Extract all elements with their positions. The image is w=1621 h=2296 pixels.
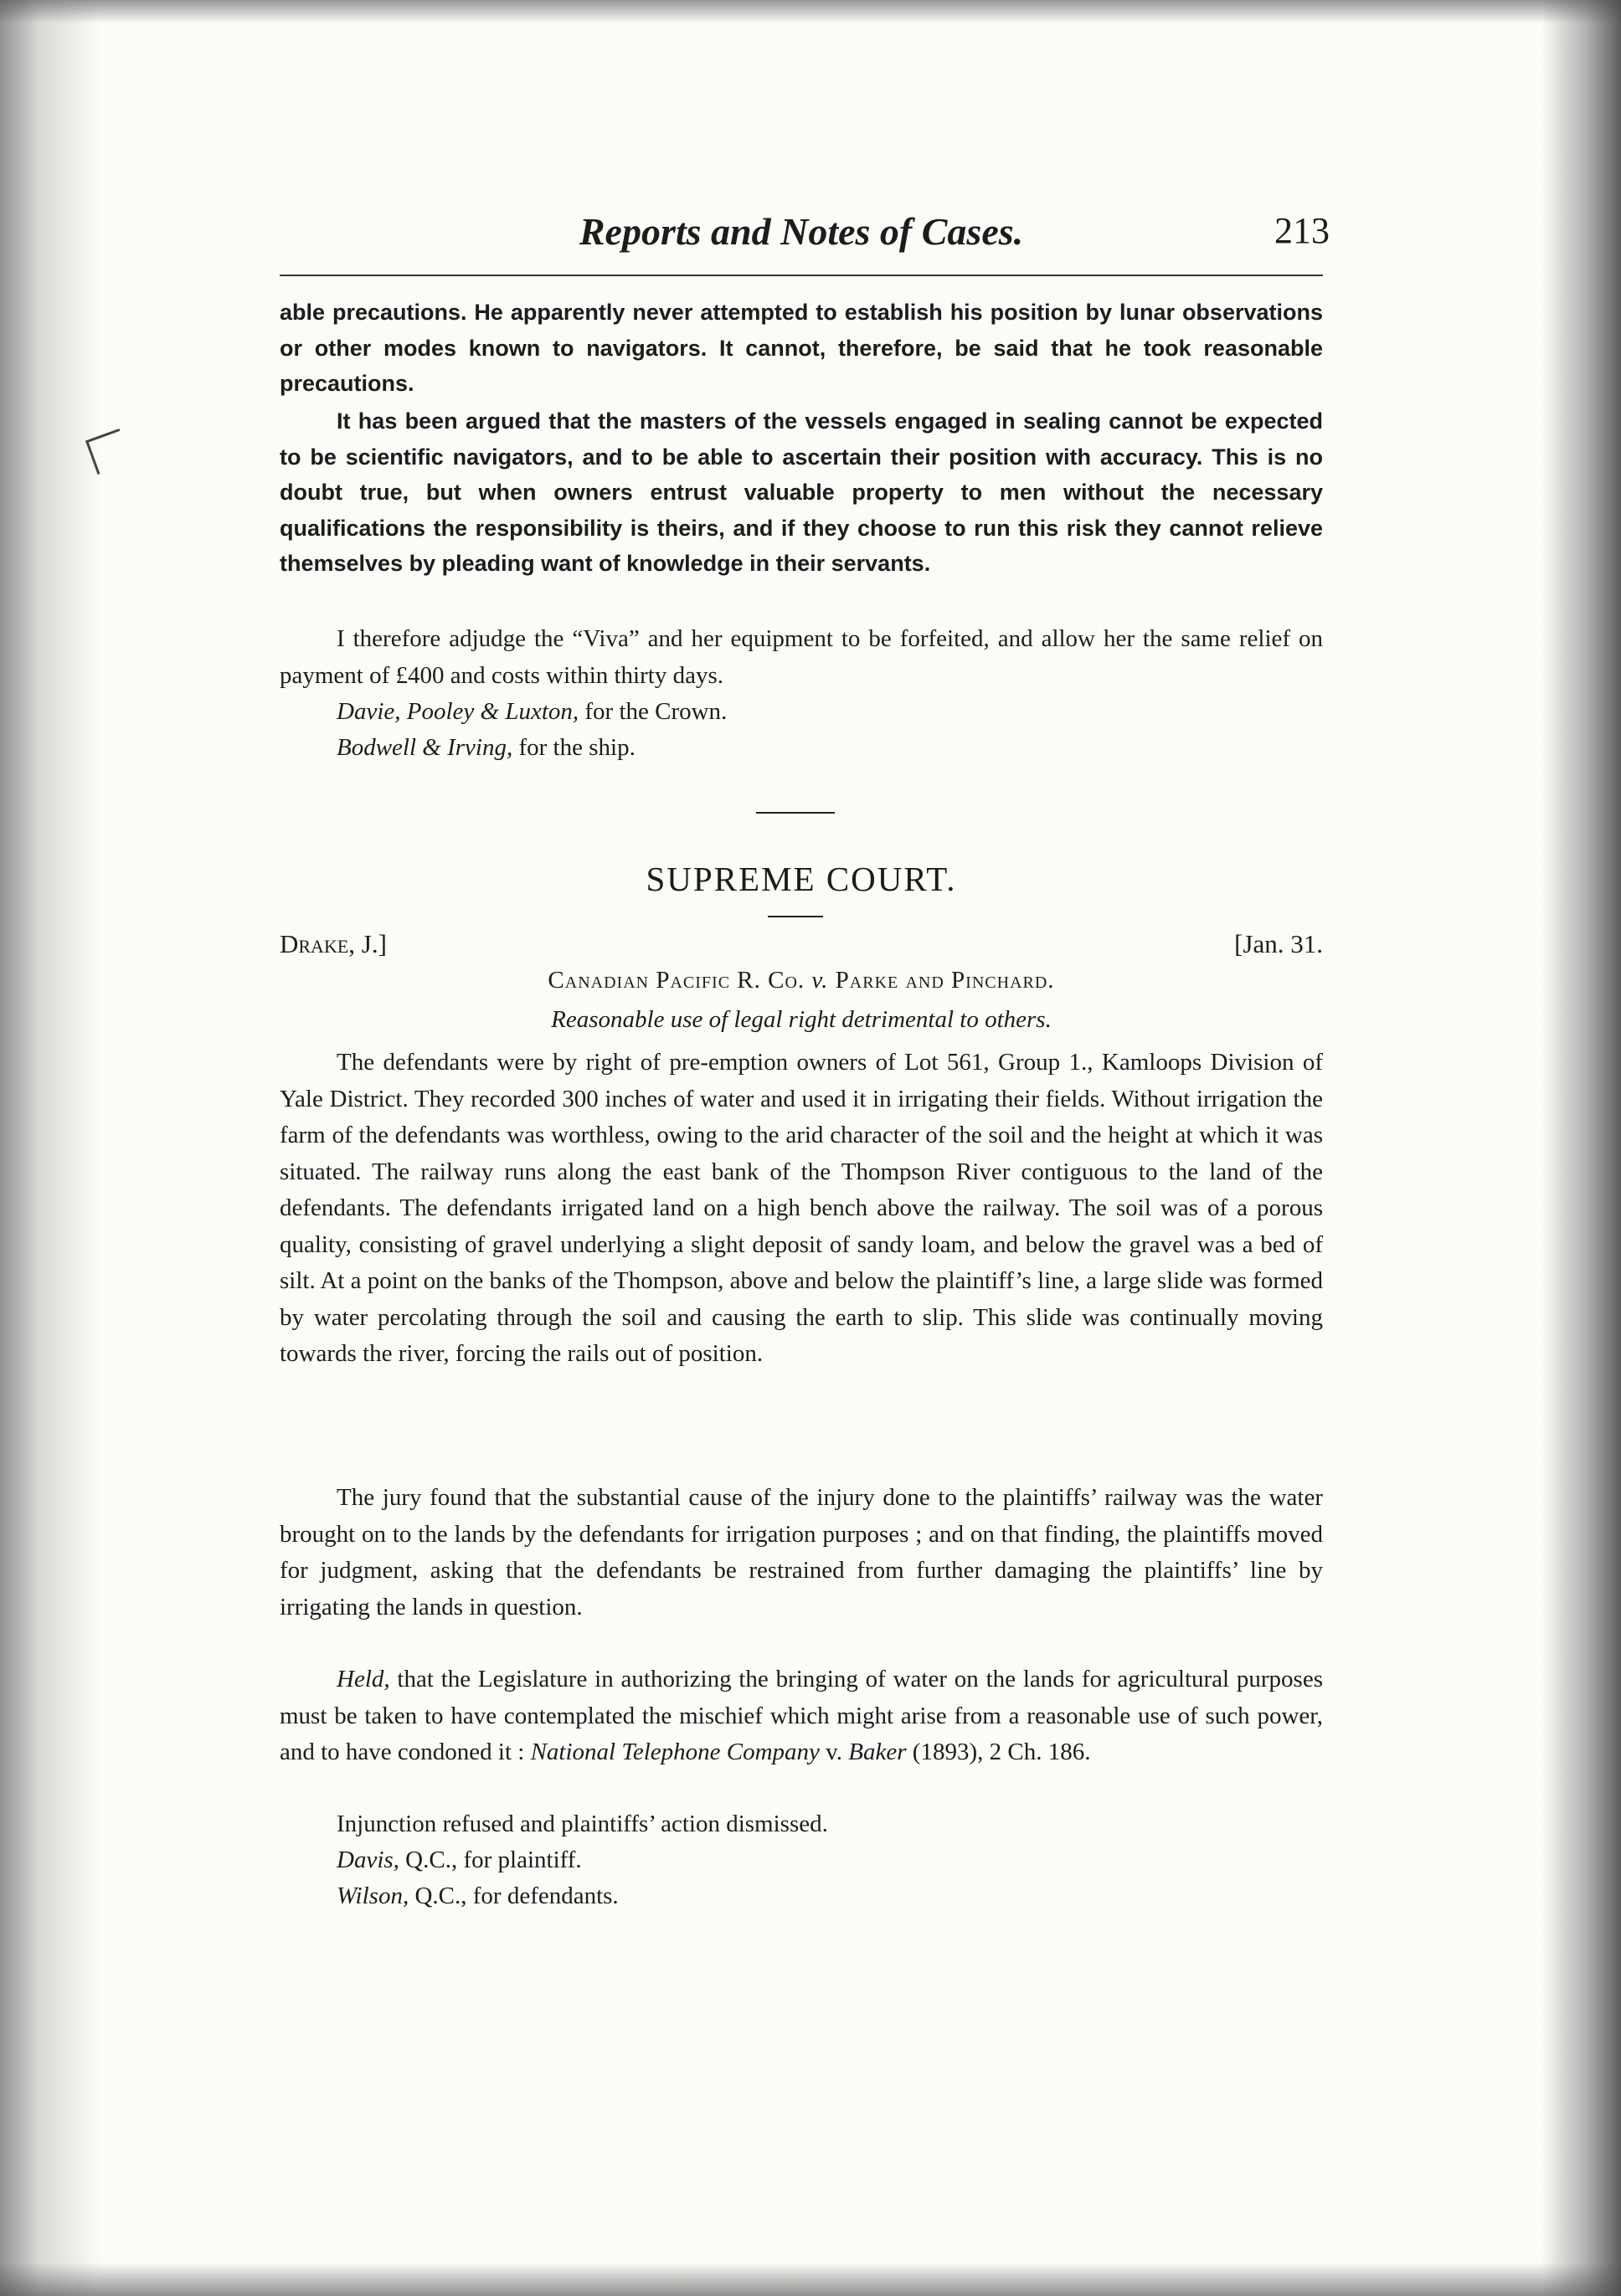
held-word: Held, <box>337 1666 390 1692</box>
paragraph-jury-finding: The jury found that the substantial cause of the injury done to the plaintiffs’ railway was the water brought on to the lands by the defendants for irrigation purposes ; and on that finding, the plaintiffs moved for judgment, asking that the defendants be restrained from further damaging the plaintiffs’ line by irrigating the lands in question. <box>280 1484 1323 1621</box>
scan-edge-right <box>1541 0 1621 2296</box>
held-text: that the Legislature in authorizing the bringing of water on the lands for agricultural purposes must be taken to have contemplated the mischief which might arise from a reasonable use of such power, and to have condoned it : <box>280 1666 1323 1765</box>
cited-reference: (1893), 2 Ch. 186. <box>906 1739 1091 1765</box>
paragraph-facts: The defendants were by right of pre-emption owners of Lot 561, Group 1., Kamloops Division of Yale District. They recorded 300 inches of water and used it in irrigating their fields. Without irrigation the farm of the defendants was worthless, owing to the arid character of the soil and the height at which it was situated. The railway runs along the east bank of the Thompson River contiguous to the land of the defendants. The defendants irrigated land on a high bench above the railway. The soil was of a porous quality, consisting of gravel underlying a slight deposit of sandy loam, and below the gravel was a bed of silt. At a point on the banks of the Thompson, above and below the plaintiff’s line, a large slide was formed by water percolating through the soil and causing the earth to slip. This slide was continually moving towards the river, forcing the rails out of position. <box>280 1049 1323 1367</box>
running-header <box>280 209 1330 268</box>
case-name <box>280 967 1323 994</box>
counsel-defendant-name: Wilson, <box>337 1883 409 1909</box>
cited-case: National Telephone Company <box>530 1739 820 1765</box>
counsel-plaintiff-name: Davis, <box>337 1847 399 1873</box>
running-title: Reports and Notes of Cases. <box>579 210 1024 253</box>
counsel-ship-role: for the ship. <box>512 734 636 761</box>
case-name-defendants: Parke and Pinchard. <box>828 967 1055 994</box>
scan-edge-left <box>0 0 100 2296</box>
case-date: [Jan. 31. <box>1234 929 1323 958</box>
paragraph-held <box>280 1662 1323 1771</box>
paragraph-precautions: able precautions. He apparently never attempted to establish his position by lunar observations or other modes known to navigators. It cannot, therefore, be said that he took reasonable precautions. <box>280 300 1323 396</box>
case-name-plaintiff: Canadian Pacific R. Co. <box>548 967 812 994</box>
counsel-crown-role: for the Crown. <box>579 698 728 725</box>
header-rule <box>280 275 1323 276</box>
counsel-crown <box>280 694 1323 731</box>
counsel-plaintiff <box>280 1842 1323 1879</box>
page-number: 213 <box>1274 210 1330 251</box>
scan-edge-bottom <box>0 2263 1621 2296</box>
section-divider <box>756 812 835 814</box>
counsel-plaintiff-role: Q.C., for plaintiff. <box>399 1847 582 1873</box>
court-heading: SUPREME COURT. <box>646 860 957 898</box>
counsel-ship-names: Bodwell & Irving, <box>337 734 513 761</box>
counsel-ship <box>280 730 1323 767</box>
counsel-defendant-role: Q.C., for defendants. <box>409 1883 619 1909</box>
court-divider <box>768 916 823 917</box>
cited-party: Baker <box>848 1739 907 1765</box>
judge-name: Drake, J.] <box>280 929 387 958</box>
case-name-v: v. <box>811 967 829 994</box>
paragraph-adjudgment: I therefore adjudge the “Viva” and her equipment to be forfeited, and allow her the same relief on payment of £400 and costs within thirty days. <box>280 625 1323 689</box>
counsel-defendant <box>280 1878 1323 1915</box>
paragraph-result: Injunction refused and plaintiffs’ action dismissed. <box>337 1811 828 1837</box>
counsel-crown-names: Davie, Pooley & Luxton, <box>337 698 579 725</box>
paragraph-masters-argument: It has been argued that the masters of the vessels engaged in sealing cannot be expected to be scientific navigators, and to be able to ascertain their position with accuracy. This is no doubt true, but when owners entrust valuable property to men without the necessary qualifications the responsibility is theirs, and if they choose to run this risk they cannot relieve themselves by pleading want of knowledge in their servants. <box>280 408 1323 576</box>
scan-edge-top <box>0 0 1621 23</box>
cited-v: v. <box>819 1739 849 1765</box>
case-headnote: Reasonable use of legal right detrimental to others. <box>551 1006 1052 1033</box>
